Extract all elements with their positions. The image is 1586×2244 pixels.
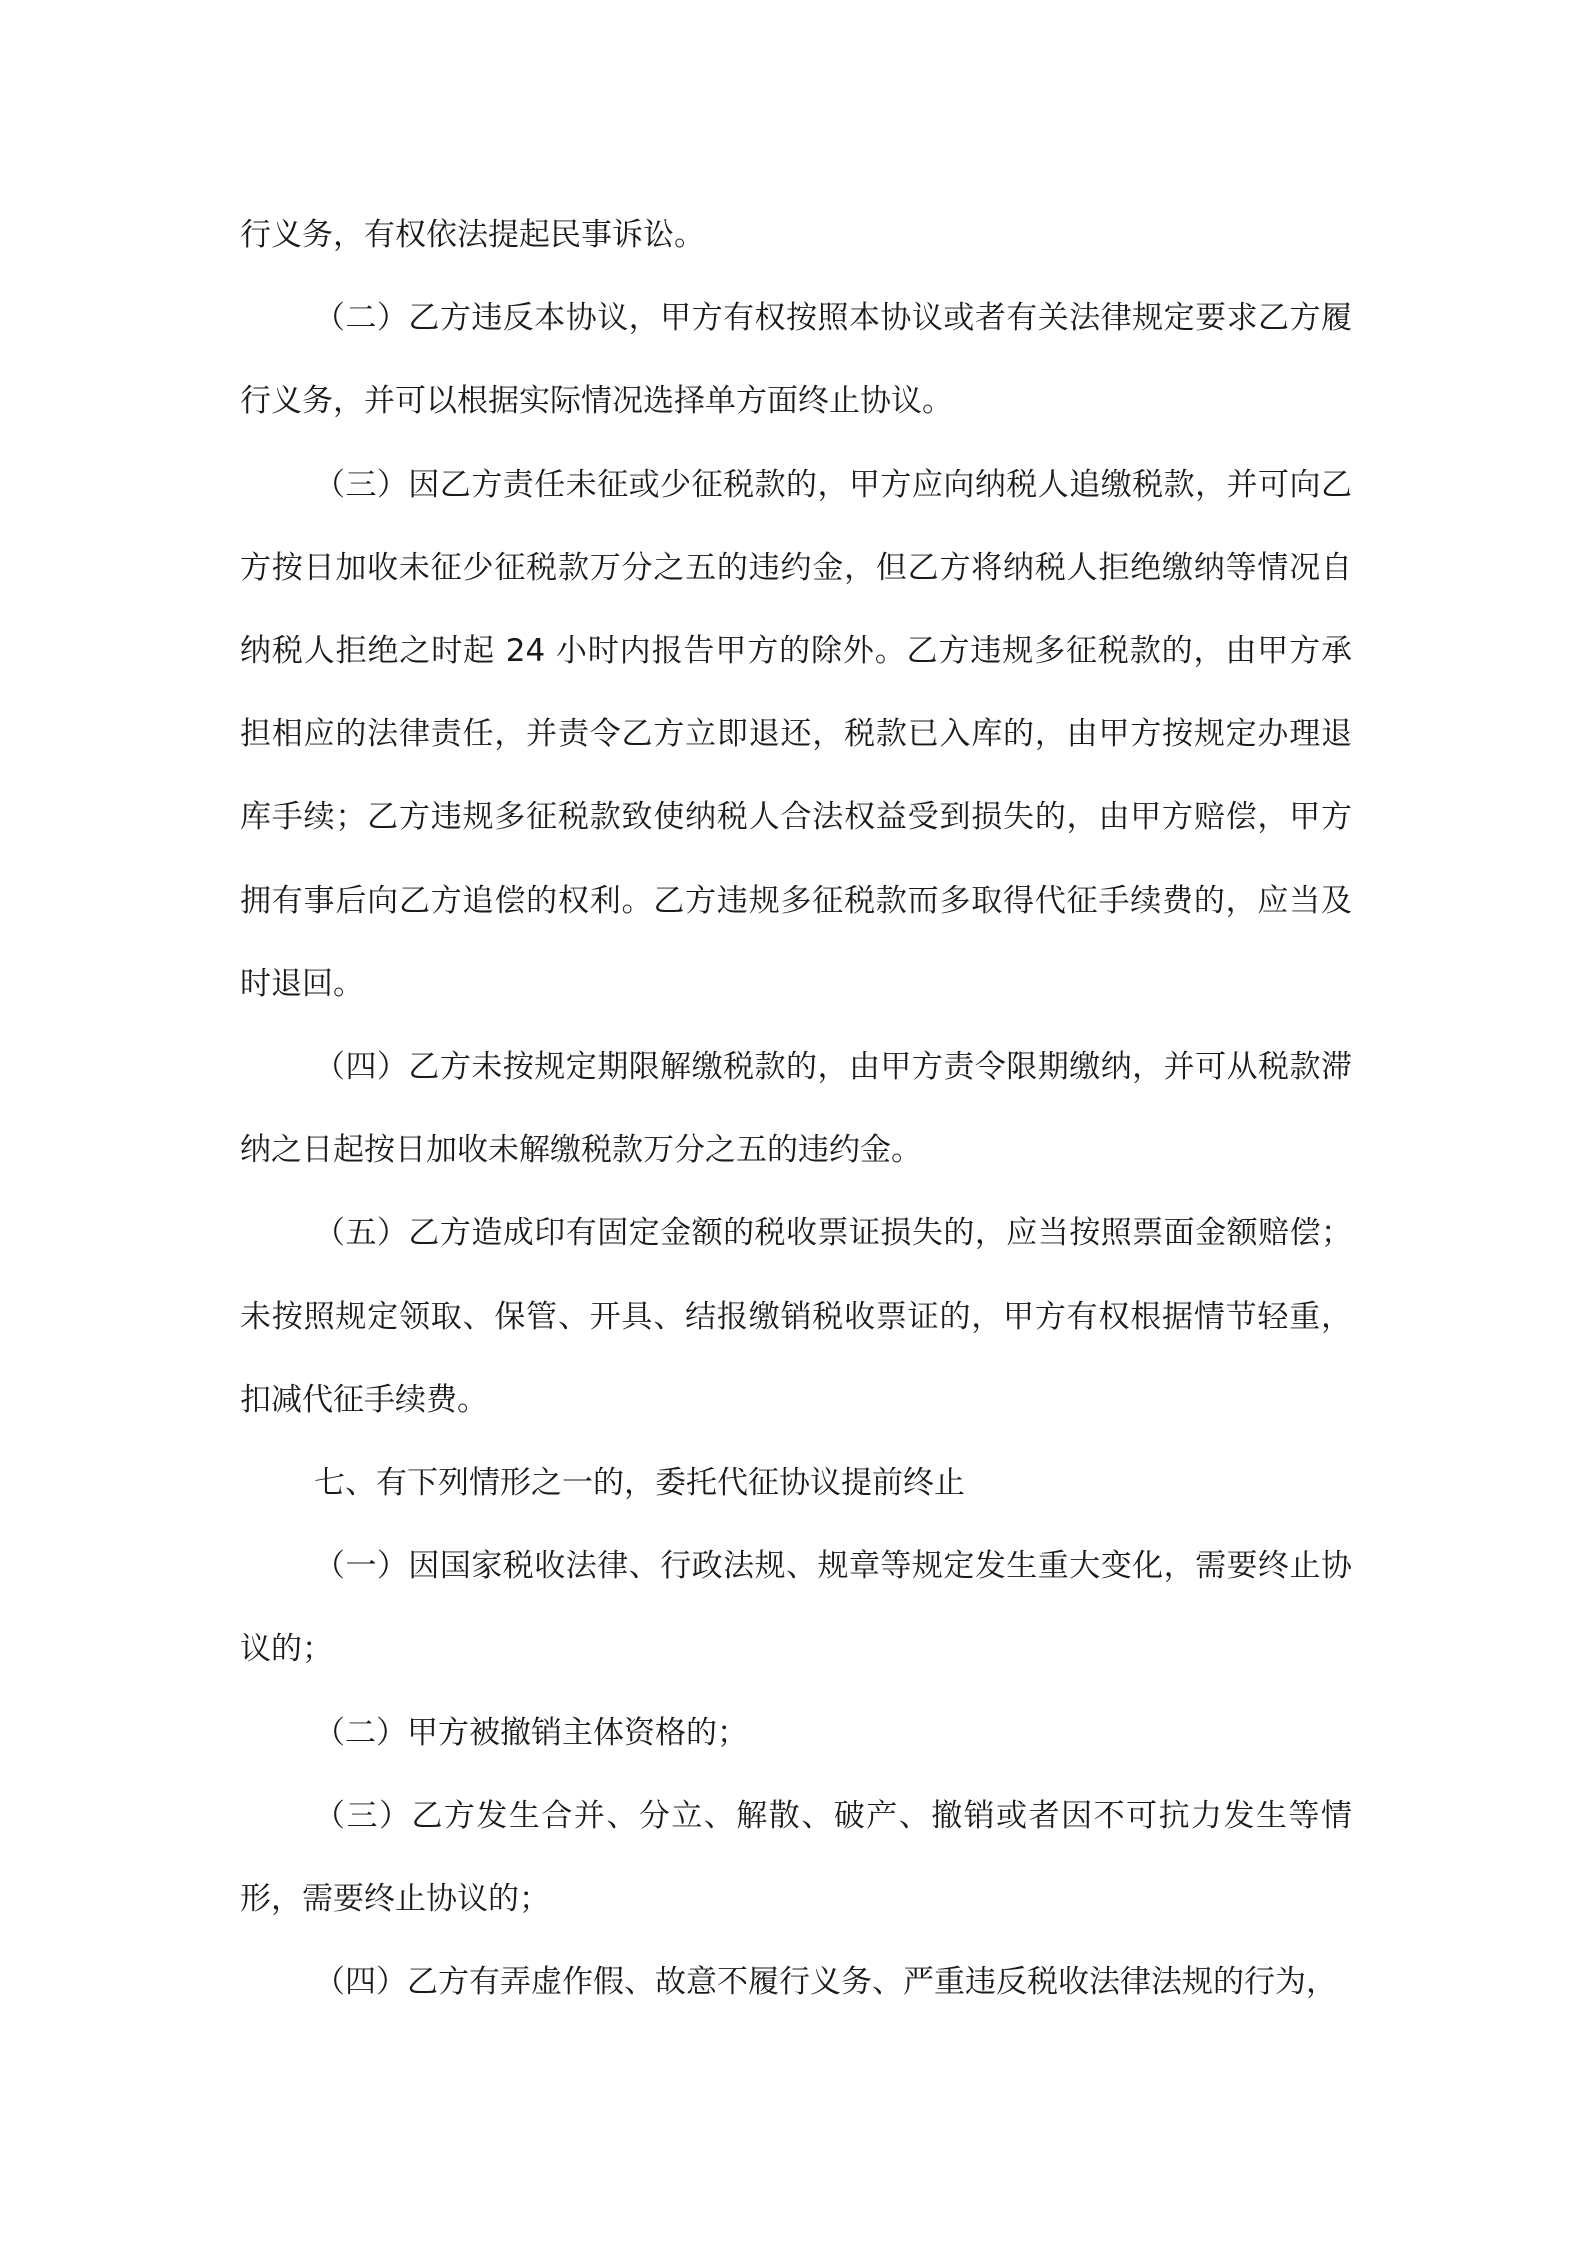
paragraph-9: （三）乙方发生合并、分立、解散、破产、撤销或者因不可抗力发生等情形，需要终止协议的； bbox=[240, 1797, 1352, 1918]
paragraph-4: （四）乙方未按规定期限解缴税款的，由甲方责令限期缴纳，并可从税款滞纳之日起按日加收未解缴税款万分之五的违约金。 bbox=[240, 1049, 1352, 1169]
paragraph-2: （二）乙方违反本协议，甲方有权按照本协议或者有关法律规定要求乙方履行义务，并可以根据实际情况选择单方面终止协议。 bbox=[240, 300, 1352, 420]
paragraph-3: （三）因乙方责任未征或少征税款的，甲方应向纳税人追缴税款，并可向乙方按日加收未征少征税款万分之五的违约金，但乙方将纳税人拒绝缴纳等情况自纳税人拒绝之时起 24 小时内报告甲方的除外。乙方违规多征税款的，由甲方承担相应的法律责任，并责令乙方立即退还，税款已入库的，由甲方按规定办理退库手续；乙方违规多征税款致使纳税人合法权益受到损失的，由甲方赔偿，甲方拥有事后向乙方追偿的权利。乙方违规多征税款而多取得代征手续费的，应当及时退回。 bbox=[240, 466, 1352, 1002]
section-heading-7: 七、有下列情形之一的，委托代征协议提前终止 bbox=[314, 1465, 965, 1502]
paragraph-10: （四）乙方有弄虚作假、故意不履行义务、严重违反税收法律法规的行为， bbox=[314, 1964, 1337, 2001]
paragraph-1: 行义务，有权依法提起民事诉讼。 bbox=[240, 217, 705, 253]
paragraph-5: （五）乙方造成印有固定金额的税收票证损失的，应当按照票面金额赔偿；未按照规定领取、保管、开具、结报缴销税收票证的，甲方有权根据情节轻重，扣减代征手续费。 bbox=[240, 1215, 1352, 1418]
paragraph-7: （一）因国家税收法律、行政法规、规章等规定发生重大变化，需要终止协议的； bbox=[240, 1548, 1352, 1668]
paragraph-8: （二）甲方被撤销主体资格的； bbox=[314, 1714, 748, 1751]
document-body bbox=[240, 194, 1352, 2024]
